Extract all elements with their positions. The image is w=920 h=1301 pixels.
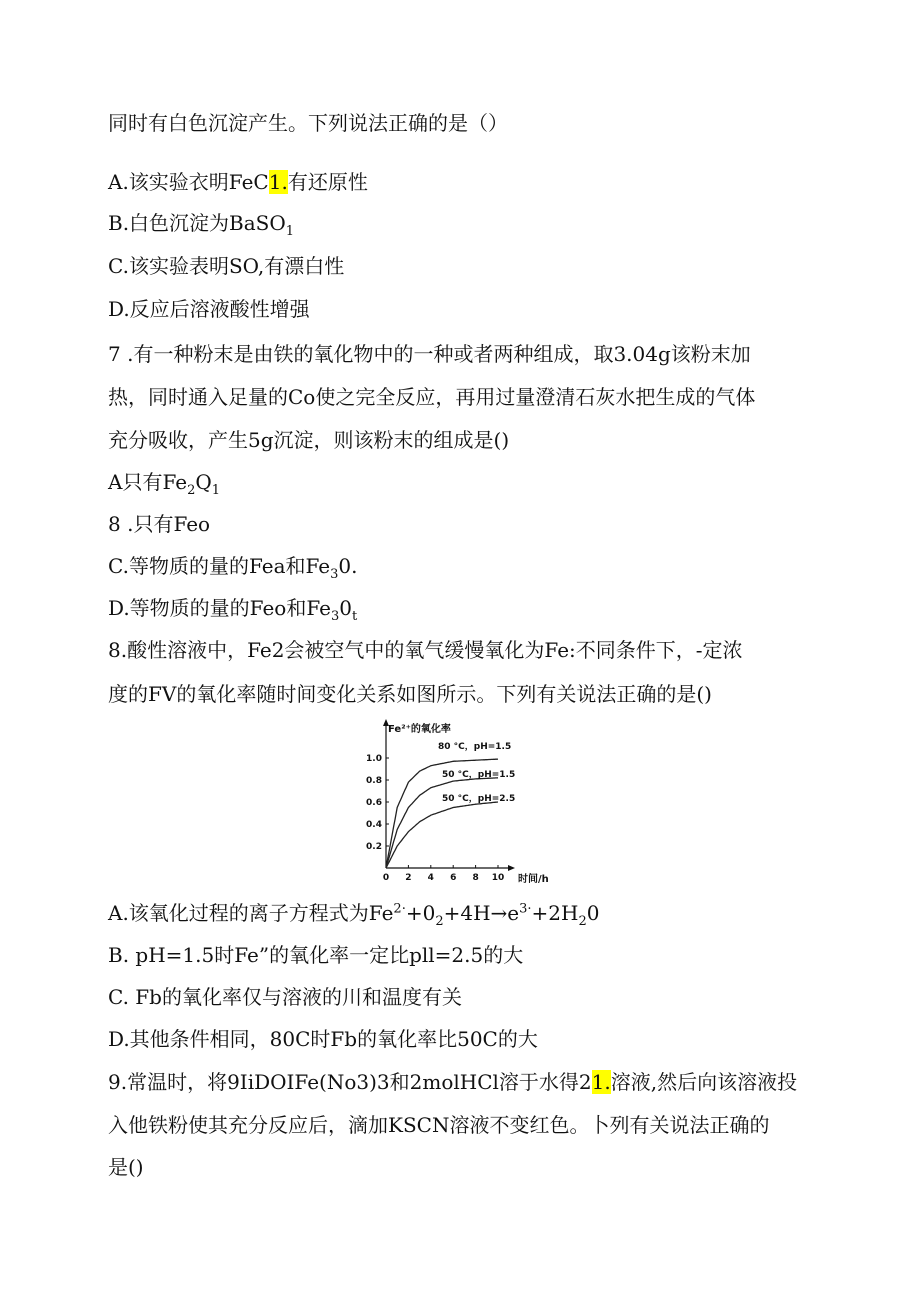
y-tick-label: 0.8 [366, 776, 382, 786]
x-tick-label: 6 [450, 873, 457, 883]
text-run: 0. [338, 554, 358, 578]
text-line [108, 511, 210, 537]
text-run: 溶液,然后向该溶液投 [610, 1070, 798, 1094]
text-run: D.其他条件相同，80C时Fb的氧化率比50C的大 [108, 1027, 538, 1051]
text-run: 2 [187, 483, 196, 498]
text-line [108, 637, 743, 663]
text-run: 8 .只有Feo [108, 512, 211, 536]
text-line [108, 469, 221, 498]
text-run: D.等物质的量的Feo和Fe [108, 596, 331, 620]
text-run: 同时有白色沉淀产生。下列说法正确的是（） [108, 111, 508, 135]
text-run: 3 [330, 567, 339, 582]
x-tick-label: 2 [405, 873, 412, 883]
text-line [108, 341, 751, 367]
text-line [108, 384, 755, 410]
text-run: A.该氧化过程的离子方程式为Fe [108, 901, 394, 925]
text-run: 2· [393, 901, 406, 917]
text-line [108, 169, 368, 195]
text-run: 1 [211, 483, 221, 498]
text-line [108, 681, 712, 707]
text-run: +4H→e [443, 901, 520, 925]
oxidation-rate-chart [356, 716, 556, 892]
text-line [108, 1069, 797, 1095]
text-run: 2 [578, 914, 587, 929]
text-run: 0 [586, 901, 600, 925]
text-run: 8.酸性溶液中，Fe2会被空气中的氧气缓慢氧化为Fe:不同条件下，-定浓 [108, 638, 743, 662]
text-run: B.白色沉淀为BaSO [108, 211, 286, 235]
y-tick-label: 0.2 [366, 842, 382, 852]
text-run: 9.常温时，将9IiDOIFe(No3)3和2molHCl溶于水得2 [108, 1070, 592, 1094]
text-line [108, 427, 509, 453]
y-tick-label: 0.4 [366, 820, 382, 830]
text-run: 1 [285, 224, 295, 239]
text-run: 有还原性 [287, 170, 368, 194]
text-line [108, 1154, 144, 1180]
text-run: 度的FV的氧化率随时间变化关系如图所示。下列有关说法正确的是() [108, 682, 712, 706]
y-tick-label: 1.0 [366, 754, 382, 764]
y-tick-label: 0.6 [366, 798, 382, 808]
text-run: 充分吸收，产生5g沉淀，则该粉末的组成是() [108, 428, 510, 452]
text-run: 7 .有一种粉末是由铁的氧化物中的一种或者两种组成，取3.04g该粉末加 [108, 342, 751, 366]
text-run: Q [195, 470, 212, 494]
text-run: 是() [108, 1155, 144, 1179]
text-run: 3· [519, 901, 532, 917]
text-run: C.等物质的量的Fea和Fe [108, 554, 331, 578]
text-line [108, 253, 344, 279]
y-axis-label: Fe²⁺的氧化率 [388, 724, 451, 735]
series-label: 50 °C，pH=2.5 [442, 794, 516, 804]
text-run: B. pH=1.5时Fe”的氧化率一定比pll=2.5的大 [108, 943, 524, 967]
text-line [108, 984, 462, 1010]
x-tick-label: 8 [472, 873, 479, 883]
x-tick-label: 10 [491, 873, 505, 883]
text-line [108, 900, 600, 929]
text-line [108, 296, 310, 322]
text-run: 2 [435, 914, 444, 929]
highlighted-text: 1. [268, 170, 288, 194]
x-tick-label: 4 [427, 873, 434, 883]
text-line [108, 942, 523, 968]
series-line [386, 778, 498, 868]
text-run: A.该实验衣明FeC [108, 170, 269, 194]
text-line [108, 553, 358, 582]
text-line [108, 210, 295, 239]
x-axis-label: 时间/h [518, 874, 549, 885]
text-line [108, 110, 508, 136]
text-run: 3 [330, 609, 340, 624]
text-run: C. Fb的氧化率仅与溶液的川和温度有关 [108, 985, 462, 1009]
text-run: t [351, 609, 358, 624]
x-axis-arrow [508, 865, 515, 871]
series-line [386, 802, 498, 868]
series-label: 50 °C，pH=1.5 [442, 770, 516, 780]
text-run: D.反应后溶液酸性增强 [108, 297, 310, 321]
text-run: +0 [405, 901, 436, 925]
text-run: 入他铁粉使其充分反应后，滴加KSCN溶液不变红色。卜列有关说法正确的 [108, 1113, 770, 1137]
x-tick-label: 0 [382, 873, 390, 883]
text-run: A只有Fe [108, 470, 188, 494]
text-run: 0 [339, 596, 352, 620]
text-run: C.该实验表明SO,有漂白性 [108, 254, 345, 278]
text-line [108, 1026, 538, 1052]
text-line [108, 1112, 769, 1138]
highlighted-text: 1. [591, 1070, 611, 1094]
text-run: 热，同时通入足量的Co使之完全反应，再用过量澄清石灰水把生成的气体 [108, 385, 756, 409]
text-run: +2H [531, 901, 579, 925]
series-label: 80 °C，pH=1.5 [438, 742, 512, 752]
text-line [108, 595, 358, 624]
